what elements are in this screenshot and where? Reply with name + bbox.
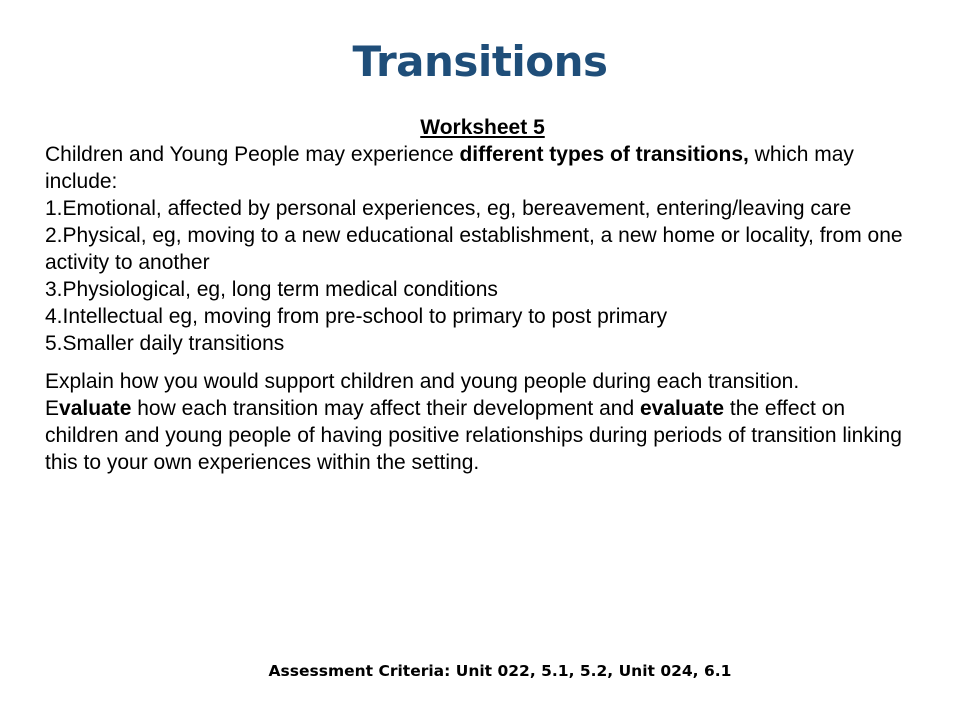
- intro-text-bold: different types of transitions,: [459, 143, 749, 166]
- evaluate-text-middle: how each transition may affect their development and: [131, 397, 640, 420]
- assessment-criteria: Assessment Criteria: Unit 022, 5.1, 5.2, Unit 024, 6.1: [268, 662, 732, 680]
- list-item-physical: 2.Physical, eg, moving to a new educational establishment, a new home or locality, from one activity to another: [45, 224, 903, 274]
- intro-paragraph: [45, 141, 920, 195]
- evaluate-paragraph: [45, 395, 920, 476]
- explain-paragraph: Explain how you would support children and young people during each transition.: [45, 370, 800, 393]
- list-item-intellectual: 4.Intellectual eg, moving from pre-school to primary to post primary: [45, 305, 668, 328]
- list-item-emotional: 1.Emotional, affected by personal experiences, eg, bereavement, entering/leaving care: [45, 197, 852, 220]
- evaluate-text-start: E: [45, 397, 60, 420]
- slide-title: Transitions: [352, 37, 608, 86]
- evaluate-text-end: the effect on children and young people of having positive relationships during periods of transition linking this to your own experiences within the setting.: [45, 397, 902, 474]
- transition-types-list: [45, 195, 920, 357]
- list-item-daily: 5.Smaller daily transitions: [45, 332, 285, 355]
- slide-body: [45, 114, 920, 476]
- evaluate-bold-1: valuate: [59, 397, 132, 420]
- spacer: [45, 357, 920, 368]
- list-item-physiological: 3.Physiological, eg, long term medical conditions: [45, 278, 498, 301]
- intro-text-start: Children and Young People may experience: [45, 143, 460, 166]
- intro-text-end: which may include:: [45, 143, 854, 193]
- worksheet-heading: Worksheet 5: [420, 116, 545, 139]
- evaluate-bold-2: evaluate: [639, 397, 725, 420]
